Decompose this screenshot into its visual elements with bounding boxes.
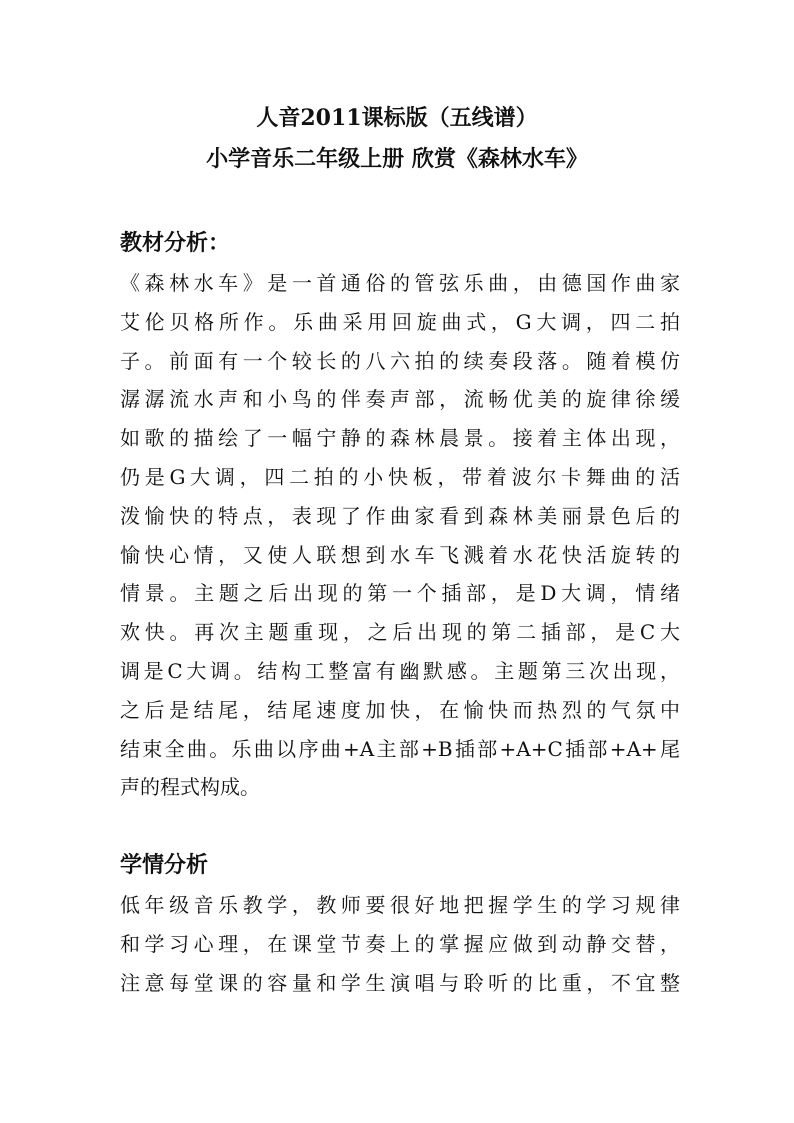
text-line: 低年级音乐教学，教师要很好地把握学生的学习规律 <box>120 893 680 917</box>
text-line: 潺潺流水声和小鸟的伴奏声部，流畅优美的旋律徐缓 <box>120 387 680 412</box>
text-line: 仍是G大调，四二拍的小快板，带着波尔卡舞曲的活 <box>120 464 680 489</box>
section-heading-learner-analysis: 学情分析 <box>120 852 209 878</box>
text-line: 之后是结尾，结尾速度加快，在愉快而热烈的气氛中 <box>120 697 680 722</box>
document-subtitle: 小学音乐二年级上册 欣赏《森林水车》 <box>206 146 588 172</box>
text-line: 和学习心理，在课堂节奏上的掌握应做到动静交替， <box>120 931 680 956</box>
text-line: 情景。主题之后出现的第一个插部，是D大调，情绪 <box>120 581 680 606</box>
text-line: 声的程式构成。 <box>120 775 260 800</box>
text-line: 愉快心情，又使人联想到水车飞溅着水花快活旋转的 <box>120 542 680 567</box>
section-body-textbook-analysis <box>120 264 680 807</box>
text-line: 泼愉快的特点，表现了作曲家看到森林美丽景色后的 <box>120 503 680 528</box>
section-heading-textbook-analysis: 教材分析： <box>120 230 231 256</box>
text-line: 欢快。再次主题重现，之后出现的第二插部，是C大 <box>120 620 680 645</box>
text-line: 调是C大调。结构工整富有幽默感。主题第三次出现， <box>120 658 680 683</box>
section-body-learner-analysis <box>120 886 680 1002</box>
text-line: 子。前面有一个较长的八六拍的续奏段落。随着模仿 <box>120 348 680 373</box>
text-line: 结束全曲。乐曲以序曲+A主部+B插部+A+C插部+A+尾 <box>120 736 680 761</box>
document-title: 人音2011课标版（五线谱） <box>256 105 538 131</box>
text-line: 如歌的描绘了一幅宁静的森林晨景。接着主体出现， <box>120 426 680 451</box>
text-line: 艾伦贝格所作。乐曲采用回旋曲式，G大调，四二拍 <box>120 309 680 334</box>
text-line: 《森林水车》是一首通俗的管弦乐曲，由德国作曲家 <box>120 271 680 295</box>
text-line: 注意每堂课的容量和学生演唱与聆听的比重，不宜整 <box>120 970 680 995</box>
